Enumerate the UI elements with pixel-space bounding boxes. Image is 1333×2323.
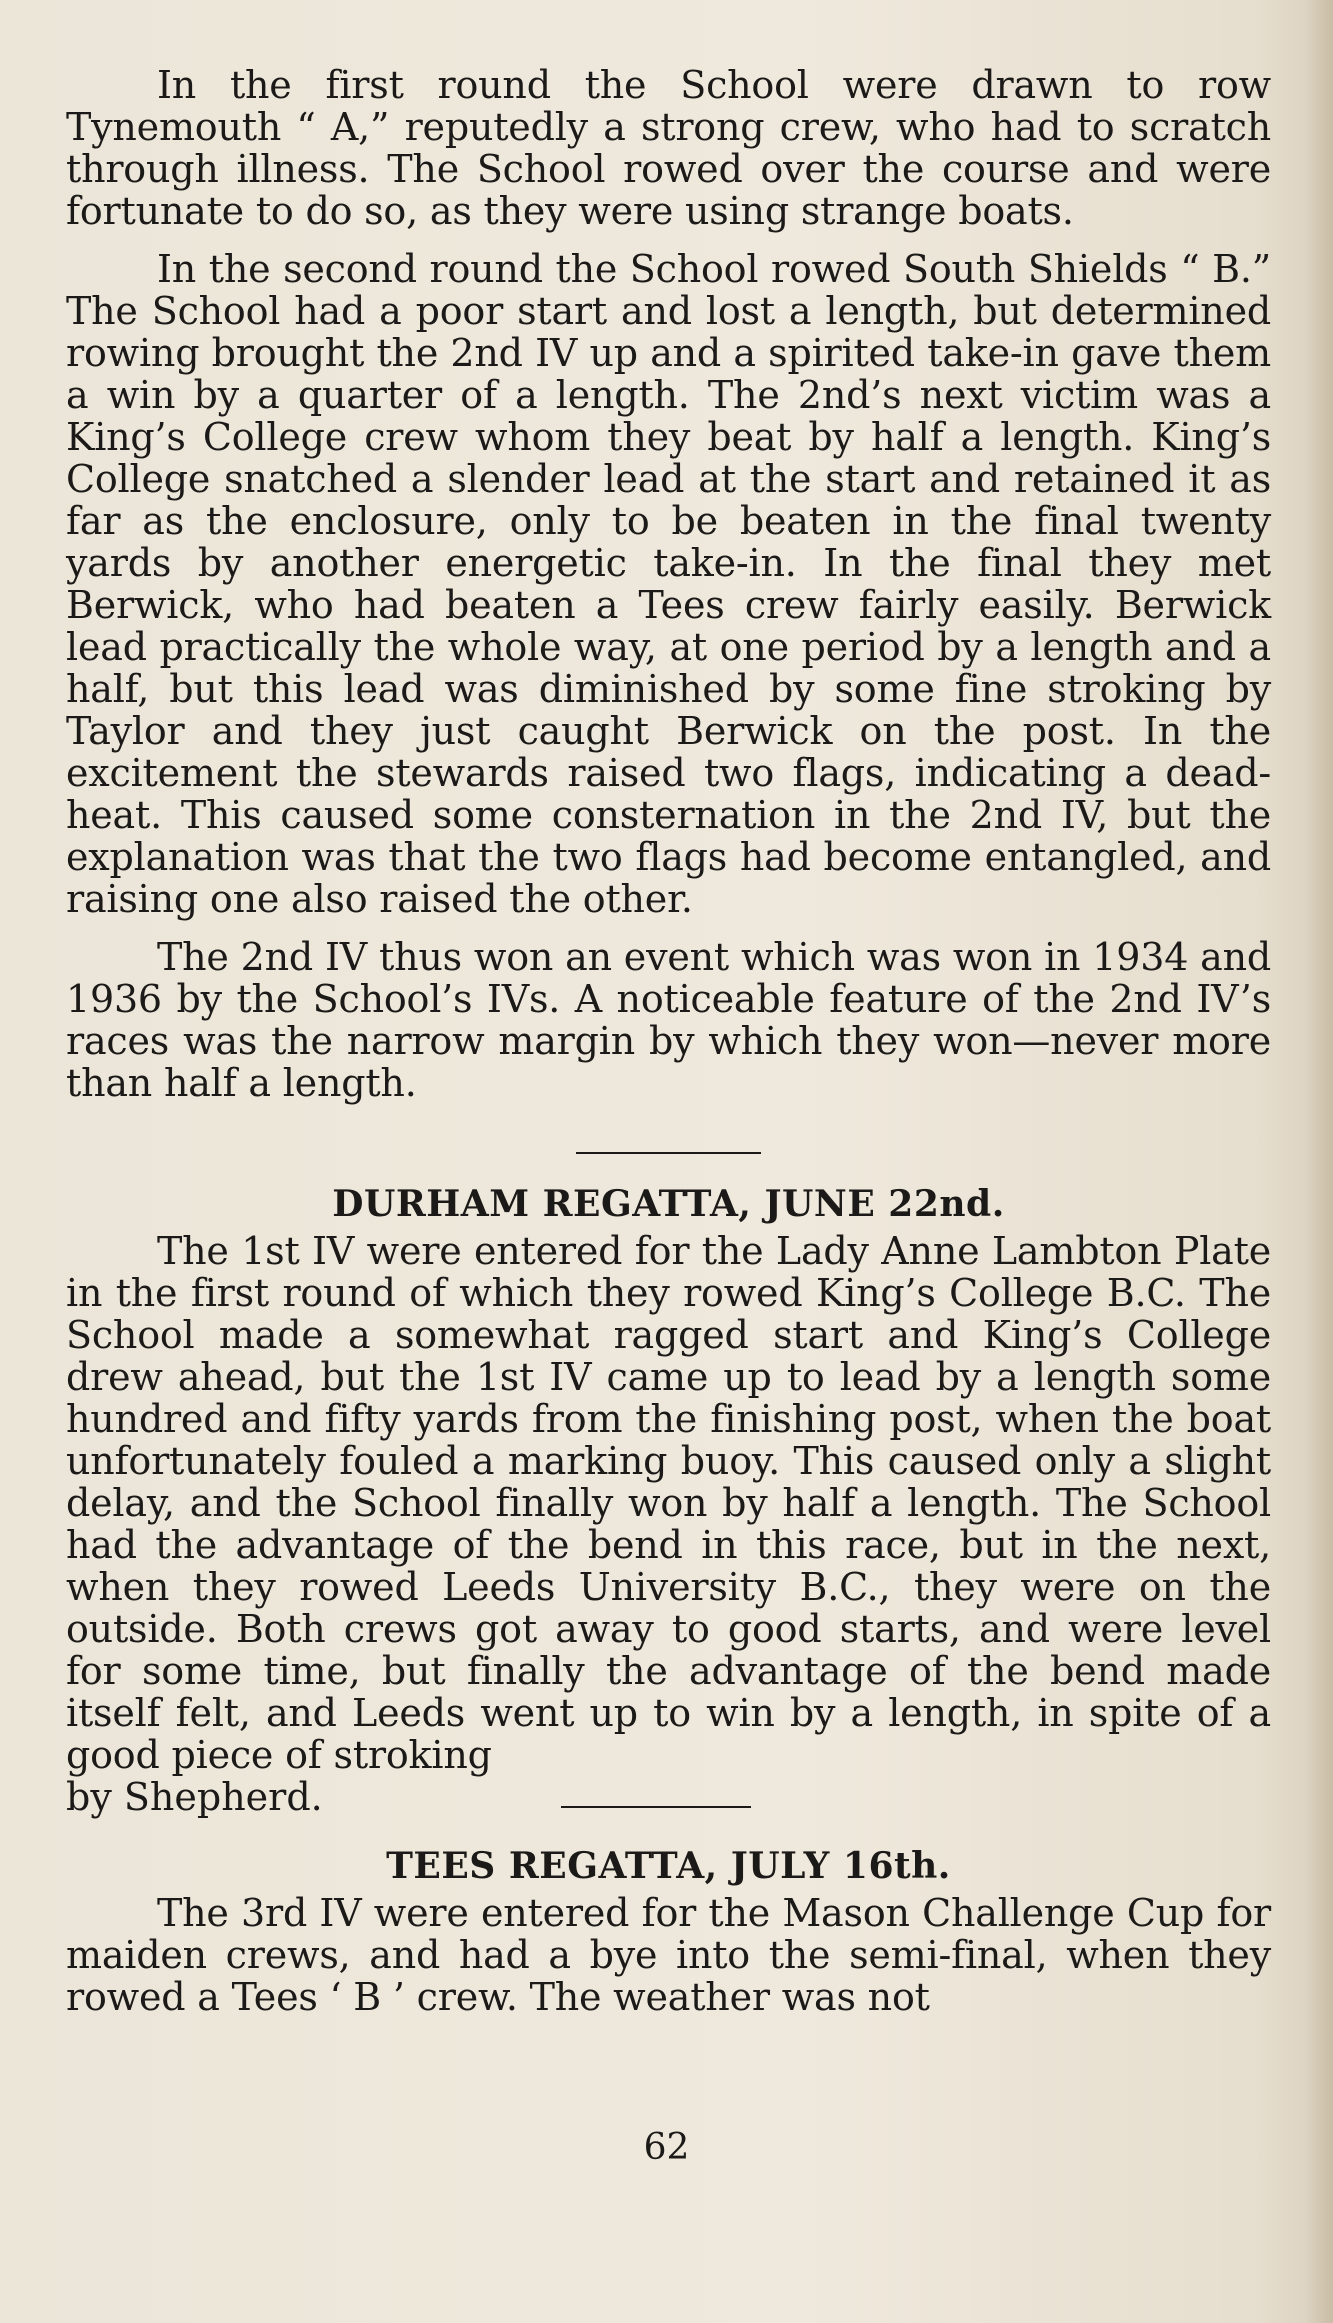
durham-paragraph: The 1st IV were entered for the Lady Anne Lambton Plate in the first round of which they rowed King’s College B.C. The School made a somewhat ragged start and King’s College drew ahead, but the 1st IV came up to lead by a length some hundred and fifty yards from the finishing post, when the boat unfortunately fouled a marking buoy. This caused only a slight delay, and the School finally won by half a length. The School had the advantage of the bend in this race, but in the next, when they rowed Leeds University B.C., they were on the outside. Both crews got away to good starts, and were level for some time, but finally the advantage of the bend made itself felt, and Leeds went up to win by a length, in spite of a good piece of stroking — [66, 1229, 1271, 1777]
section-divider-inline — [561, 1806, 751, 1808]
tees-paragraph: The 3rd IV were entered for the Mason Challenge Cup for maiden crews, and had a bye into the semi-final, when they rowed a Tees ‘ B ’ crew. The weather was not — [66, 1891, 1271, 2019]
paragraph-first-round: In the first round the School were drawn to row Tynemouth “ A,” reputedly a strong crew, who had to scratch through illness. The School rowed over the course and were fortunate to do so, as they were using strange boats. — [66, 63, 1271, 233]
paragraph-second-round: In the second round the School rowed South Shields “ B.” The School had a poor start and lost a length, but determined rowing brought the 2nd IV up and a spirited take-in gave them a win by a quarter of a length. The 2nd’s next victim was a King’s College crew whom they beat by half a length. King’s College snatched a slender lead at the start and retained it as far as the enclosure, only to be beaten in the final twenty yards by another energetic take-in. In the final they met Berwick, who had beaten a Tees crew fairly easily. Berwick lead practically the whole way, at one period by a length and a half, but this lead was diminished by some fine stroking by Taylor and they just caught Berwick on the post. In the excitement the stewards raised two flags, indicating a dead-heat. This caused some consternation in the 2nd IV, but the explanation was that the two flags had become entangled, and raising one also raised the other. — [66, 247, 1271, 921]
tees-heading: TEES REGATTA, JULY 16th. — [386, 1845, 951, 1887]
durham-closing-row — [66, 1776, 1271, 1818]
page-number: 62 — [643, 2127, 690, 2168]
paragraph-summary: The 2nd IV thus won an event which was won in 1934 and 1936 by the School’s IVs. A noticeable feature of the 2nd IV’s races was the narrow margin by which they won—never more than half a length. — [66, 935, 1271, 1105]
section-divider — [576, 1152, 761, 1154]
durham-closing-text: by Shepherd. — [66, 1775, 323, 1819]
page-edge-shadow — [1305, 0, 1333, 2323]
durham-heading: DURHAM REGATTA, JUNE 22nd. — [332, 1183, 1005, 1225]
